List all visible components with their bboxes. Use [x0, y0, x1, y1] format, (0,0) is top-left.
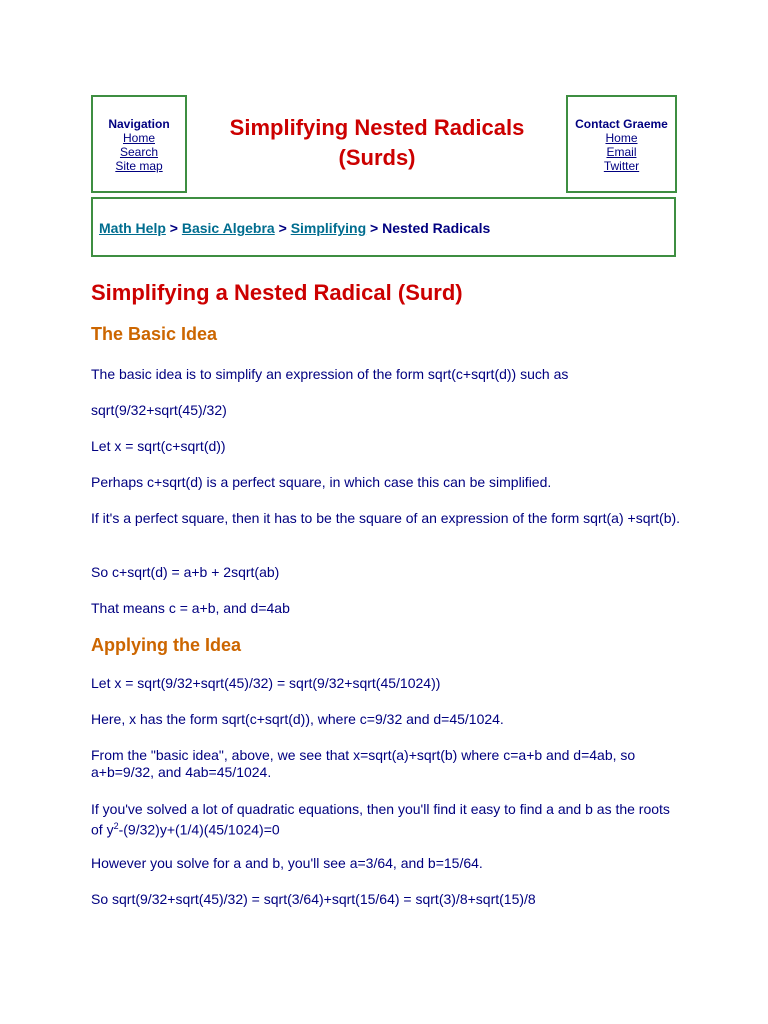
- page-title: [190, 113, 564, 173]
- contact-home-link[interactable]: Home: [605, 131, 638, 145]
- applying-idea-paragraph: [91, 801, 681, 839]
- breadcrumb: [99, 220, 490, 236]
- contact-twitter-link[interactable]: Twitter: [603, 159, 640, 173]
- breadcrumb-separator: >: [370, 220, 379, 236]
- applying-idea-paragraph: So sqrt(9/32+sqrt(45)/32) = sqrt(3/64)+sqrt(15/64) = sqrt(3)/8+sqrt(15)/8: [91, 891, 536, 907]
- page-title-line1: Simplifying Nested Radicals: [229, 115, 525, 140]
- navigation-box: [91, 95, 187, 193]
- basic-idea-paragraph: So c+sqrt(d) = a+b + 2sqrt(ab): [91, 564, 280, 580]
- breadcrumb-current: Nested Radicals: [382, 220, 491, 236]
- section-applying-idea-heading: Applying the Idea: [91, 635, 242, 655]
- section-basic-idea-heading: The Basic Idea: [91, 324, 218, 344]
- applying-idea-paragraph: Here, x has the form sqrt(c+sqrt(d)), where c=9/32 and d=45/1024.: [91, 711, 504, 727]
- contact-box: [566, 95, 677, 193]
- applying-idea-paragraph: Let x = sqrt(9/32+sqrt(45)/32) = sqrt(9/32+sqrt(45/1024)): [91, 675, 441, 691]
- quadratic-tail: -(9/32)y+(1/4)(45/1024)=0: [118, 821, 280, 838]
- breadcrumb-simplifying-link[interactable]: Simplifying: [290, 220, 367, 236]
- main-heading: Simplifying a Nested Radical (Surd): [91, 280, 463, 305]
- nav-home-link[interactable]: Home: [122, 131, 155, 145]
- nav-site-map-link[interactable]: Site map: [115, 159, 163, 173]
- basic-idea-paragraph: If it's a perfect square, then it has to be the square of an expression of the form sqrt(a) +sqrt(b).: [91, 510, 681, 526]
- breadcrumb-basic-algebra-link[interactable]: Basic Algebra: [181, 220, 275, 236]
- breadcrumb-math-help-link[interactable]: Math Help: [99, 220, 166, 236]
- contact-email-link[interactable]: Email: [606, 145, 637, 159]
- basic-idea-paragraph: Perhaps c+sqrt(d) is a perfect square, in which case this can be simplified.: [91, 474, 552, 490]
- applying-idea-paragraph: However you solve for a and b, you'll see a=3/64, and b=15/64.: [91, 855, 483, 871]
- basic-idea-paragraph: Let x = sqrt(c+sqrt(d)): [91, 438, 226, 454]
- basic-idea-paragraph: sqrt(9/32+sqrt(45)/32): [91, 402, 227, 418]
- page-title-line2: (Surds): [338, 145, 416, 170]
- contact-heading: Contact Graeme: [575, 117, 668, 131]
- breadcrumb-box: [91, 197, 676, 257]
- navigation-heading: Navigation: [108, 117, 170, 131]
- basic-idea-paragraph: That means c = a+b, and d=4ab: [91, 600, 290, 616]
- breadcrumb-separator: >: [169, 220, 178, 236]
- applying-idea-paragraph: From the "basic idea", above, we see that x=sqrt(a)+sqrt(b) where c=a+b and d=4ab, so a+b=9/32, and 4ab=45/1024.: [91, 747, 636, 780]
- quadratic-superscript: 2: [113, 821, 119, 831]
- nav-search-link[interactable]: Search: [119, 145, 159, 159]
- breadcrumb-separator: >: [278, 220, 287, 236]
- quadratic-text: If you've solved a lot of quadratic equations, then you'll find it easy to find a and b as the roots of y: [91, 801, 670, 838]
- basic-idea-paragraph: The basic idea is to simplify an expression of the form sqrt(c+sqrt(d)) such as: [91, 366, 569, 382]
